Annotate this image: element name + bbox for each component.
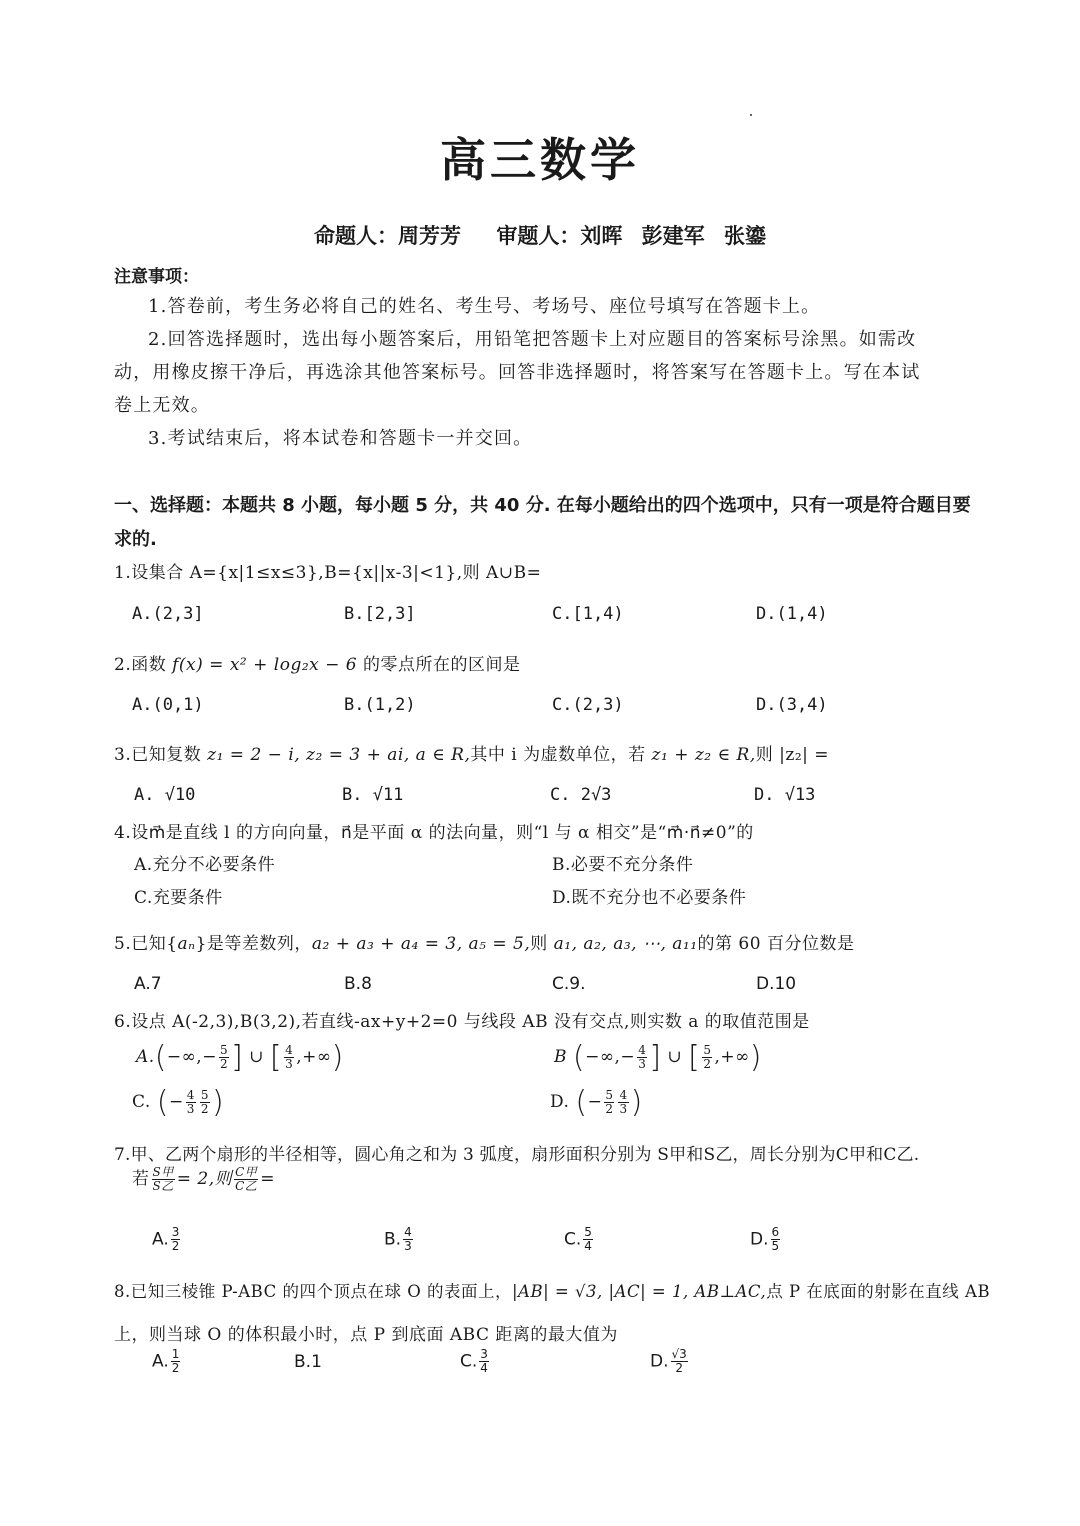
q3-stem-math-1: z₁ = 2 − i, z₂ = 3 + ai, a ∈ R, xyxy=(207,745,471,765)
q6-a-part2: ,+∞ xyxy=(296,1047,332,1067)
q7-a-num: 3 xyxy=(171,1225,180,1239)
notice-item-1: 1.答卷前，考生务必将自己的姓名、考生号、考场号、座位号填写在答题卡上。 xyxy=(148,296,821,317)
q6-a-frac-1 xyxy=(219,1044,229,1071)
q6-a-bracket-open: [ xyxy=(269,1040,283,1075)
q7-ratio-c xyxy=(234,1166,258,1193)
q6-c-frac-2-den: 2 xyxy=(200,1102,209,1116)
q6-c-frac-1 xyxy=(186,1089,196,1116)
question-7-stem-line-2 xyxy=(132,1164,275,1193)
q5-stem-mid-2: 则 xyxy=(530,934,554,954)
q7-option-b xyxy=(384,1226,415,1253)
q2-stem-pre: 2.函数 xyxy=(114,655,173,675)
q6-b-cup: ∪ xyxy=(667,1047,683,1067)
q6-d-paren-open: ( xyxy=(575,1085,588,1120)
q5-stem-pre: 5.已知{ xyxy=(114,934,178,954)
q5-option-a: A.7 xyxy=(134,974,162,994)
q2-stem-post: 的零点所在的区间是 xyxy=(357,655,521,675)
page-title: 高三数学 xyxy=(440,133,640,187)
q2-option-d: D.(3,4) xyxy=(756,695,828,715)
q8-d-den: 2 xyxy=(675,1361,683,1375)
q6-d-frac-2-num: 4 xyxy=(619,1088,628,1102)
q6-b-frac-1-num: 4 xyxy=(638,1043,647,1057)
notice-item-3: 3.考试结束后，将本试卷和答题卡一并交回。 xyxy=(148,428,533,449)
q6-c-frac-2-num: 5 xyxy=(200,1088,209,1102)
scan-dot xyxy=(750,114,752,116)
q8-d-num: √3 xyxy=(671,1347,687,1361)
q1-option-a: A.(2,3] xyxy=(132,604,204,624)
q5-stem-post: 的第 60 百分位数是 xyxy=(697,934,855,954)
q5-stem-math-2: a₂ + a₃ + a₄ = 3, a₅ = 5, xyxy=(311,934,531,954)
section-heading: 一、选择题：本题共 8 小题，每小题 5 分，共 40 分. 在每小题给出的四个选项中，只有一项是符合题目要求的. xyxy=(114,495,971,550)
q7-ratio-s-den: S乙 xyxy=(152,1179,174,1193)
q6-b-frac-2 xyxy=(702,1044,712,1071)
reviewer-3: 张鎏 xyxy=(723,224,766,248)
authors-line xyxy=(0,220,1080,250)
notice-item-2-line-1: 2.回答选择题时，选出每小题答案后，用铅笔把答题卡上对应题目的答案标号涂黑。如需改 xyxy=(148,329,917,350)
q8-a-label: A. xyxy=(152,1351,169,1372)
q7-ratio-s xyxy=(152,1166,175,1193)
question-2-stem xyxy=(114,650,521,675)
q6-d-label: D. xyxy=(550,1092,570,1112)
q7-b-den: 3 xyxy=(404,1239,412,1253)
q3-stem-pre: 3.已知复数 xyxy=(114,745,208,765)
q8-option-a xyxy=(152,1348,182,1375)
q6-b-frac-2-den: 2 xyxy=(703,1057,712,1071)
q8-c-frac xyxy=(479,1348,489,1375)
q6-b-frac-1-den: 3 xyxy=(638,1057,647,1071)
q3-stem-mid: 其中 i 为虚数单位，若 xyxy=(470,745,652,765)
q6-option-d: D. (− $\frac{5}{2}$ $\frac{4}{3}$ ) xyxy=(550,1085,643,1120)
q7-d-frac xyxy=(771,1226,781,1253)
q7-option-c xyxy=(564,1226,595,1253)
q4-option-d: D.既不充分也不必要条件 xyxy=(552,888,747,908)
q5-stem-math-1: aₙ xyxy=(177,934,196,954)
q2-option-a: A.(0,1) xyxy=(132,695,204,715)
q3-option-b: B. √11 xyxy=(342,785,404,805)
q3-stem-math-2: z₁ + z₂ ∈ R, xyxy=(651,745,756,765)
q6-d-frac-1 xyxy=(604,1089,614,1116)
q7-d-num: 6 xyxy=(771,1225,780,1239)
q8-stem-math: |AB| = √3, |AC| = 1, AB⊥AC, xyxy=(512,1282,767,1301)
q8-c-den: 4 xyxy=(480,1361,488,1375)
q7-d-label: D. xyxy=(750,1229,769,1250)
q3-option-a: A. √10 xyxy=(134,785,196,805)
q8-d-frac xyxy=(671,1348,688,1375)
q6-d-paren-close: ) xyxy=(630,1085,643,1120)
q8-a-num: 1 xyxy=(171,1347,180,1361)
notice-item-2-line-3: 卷上无效。 xyxy=(114,395,210,416)
q7-a-den: 2 xyxy=(171,1239,180,1253)
q6-b-frac-1 xyxy=(637,1044,647,1071)
q6-b-bracket-open: [ xyxy=(688,1040,701,1075)
reviewer-2: 彭建军 xyxy=(641,224,705,248)
q6-a-cup: ∪ xyxy=(249,1047,264,1067)
q6-a-frac-1-num: 5 xyxy=(219,1043,229,1057)
q8-c-num: 3 xyxy=(480,1347,488,1361)
q5-stem-mid: }是等差数列， xyxy=(195,934,312,954)
q5-option-d: D.10 xyxy=(756,974,797,994)
q7-option-a xyxy=(152,1226,182,1253)
q8-d-label: D. xyxy=(650,1351,669,1372)
q8-option-b: B.1 xyxy=(294,1352,322,1372)
question-8-stem-line-1 xyxy=(114,1278,990,1302)
q5-option-b: B.8 xyxy=(344,974,372,994)
q6-d-frac-2-den: 3 xyxy=(619,1102,628,1116)
question-8-stem-line-2: 上，则当球 O 的体积最小时，点 P 到底面 ABC 距离的最大值为 xyxy=(114,1325,618,1345)
q6-b-label: B xyxy=(554,1047,567,1067)
q6-option-b xyxy=(554,1040,762,1075)
q6-a-paren-open: ( xyxy=(154,1040,167,1075)
q6-a-frac-2 xyxy=(284,1044,294,1071)
q2-option-b: B.(1,2) xyxy=(344,695,416,715)
q6-d-frac-1-den: 2 xyxy=(605,1102,614,1116)
q6-c-paren-close: ) xyxy=(211,1085,225,1120)
q8-option-d xyxy=(650,1348,690,1375)
q7-d-den: 5 xyxy=(771,1239,780,1253)
q6-b-part1: −∞,− xyxy=(585,1047,636,1067)
q4-option-a: A.充分不必要条件 xyxy=(134,855,276,875)
q2-stem-math: f(x) = x² + log₂x − 6 xyxy=(172,655,358,675)
q6-d-frac-1-num: 5 xyxy=(605,1088,614,1102)
q7-a-frac xyxy=(171,1226,181,1253)
q1-option-c: C.[1,4) xyxy=(552,604,624,624)
q6-b-bracket-close: ] xyxy=(649,1040,662,1075)
q7-c-den: 4 xyxy=(584,1239,592,1253)
q6-c-label: C. xyxy=(132,1092,151,1112)
proposer: 命题人：周芳芳 xyxy=(314,224,462,248)
q6-a-bracket-close: ] xyxy=(231,1040,244,1075)
q7-ratio-c-den: C乙 xyxy=(235,1179,258,1193)
q5-stem-math-3: a₁, a₂, a₃, ⋯, a₁₁ xyxy=(553,934,698,954)
q7-c-num: 5 xyxy=(584,1225,592,1239)
q6-b-part2: ,+∞ xyxy=(714,1047,750,1067)
q8-c-label: C. xyxy=(460,1351,478,1372)
q2-option-c: C.(2,3) xyxy=(552,695,624,715)
question-6-stem: 6.设点 A(-2,3),B(3,2),若直线-ax+y+2=0 与线段 AB 没有交点,则实数 a 的取值范围是 xyxy=(114,1012,810,1032)
q7-c-label: C. xyxy=(564,1229,582,1250)
q7-ratio-c-num: C甲 xyxy=(235,1165,258,1179)
question-4-stem: 4.设m⃗是直线 l 的方向向量，n⃗是平面 α 的法向量，则“l 与 α 相交”是“m⃗·n⃗≠0”的 xyxy=(114,823,754,843)
q6-b-paren-open: ( xyxy=(572,1040,586,1075)
q7-b-frac xyxy=(403,1226,413,1253)
q6-a-frac-2-num: 4 xyxy=(285,1043,294,1057)
q7-stem-mid: = 2,则 xyxy=(176,1169,233,1189)
q3-stem-post: 则 |z₂| = xyxy=(755,745,830,765)
notice-item-2-line-2: 动，用橡皮擦干净后，再选涂其他答案标号。回答非选择题时，将答案写在答题卡上。写在本试 xyxy=(114,362,921,383)
q7-c-frac xyxy=(583,1226,593,1253)
q1-option-b: B.[2,3] xyxy=(344,604,416,624)
q7-b-label: B. xyxy=(384,1229,402,1250)
q6-a-frac-2-den: 3 xyxy=(285,1057,294,1071)
reviewer: 审题人：刘晖 xyxy=(496,224,623,248)
q8-a-den: 2 xyxy=(171,1361,180,1375)
question-5-stem xyxy=(114,929,854,954)
q7-a-label: A. xyxy=(152,1229,169,1250)
q6-a-label: A. xyxy=(136,1047,155,1067)
notice-heading: 注意事项： xyxy=(114,267,199,287)
q6-c-frac-1-num: 4 xyxy=(186,1088,195,1102)
q8-a-frac xyxy=(171,1348,181,1375)
q7-option-d xyxy=(750,1226,782,1253)
q8-stem-post: 点 P 在底面的射影在直线 AB xyxy=(766,1282,991,1301)
q6-a-paren-close: ) xyxy=(331,1040,344,1075)
q3-option-c: C. 2√3 xyxy=(550,785,612,805)
q6-a-frac-1-den: 2 xyxy=(219,1057,229,1071)
q7-ratio-s-num: S甲 xyxy=(152,1165,174,1179)
q6-c-frac-1-den: 3 xyxy=(186,1102,195,1116)
q7-stem-post: = xyxy=(260,1169,276,1189)
q3-option-d: D. √13 xyxy=(754,785,816,805)
q4-option-c: C.充要条件 xyxy=(134,888,223,908)
q8-stem-pre: 8.已知三棱锥 P-ABC 的四个顶点在球 O 的表面上， xyxy=(114,1282,512,1301)
q6-option-c: C. (− $\frac{4}{3}$ $\frac{5}{2}$ ) xyxy=(132,1085,225,1120)
q6-option-a xyxy=(136,1040,344,1075)
q6-b-frac-2-num: 5 xyxy=(703,1043,712,1057)
q7-stem-pre: 若 xyxy=(132,1169,150,1189)
q7-b-num: 4 xyxy=(404,1225,412,1239)
q6-c-frac-2 xyxy=(200,1089,210,1116)
q5-option-c: C.9. xyxy=(552,974,586,994)
q1-option-d: D.(1,4) xyxy=(756,604,828,624)
q6-c-paren-open: ( xyxy=(156,1085,169,1120)
q6-a-part1: −∞,− xyxy=(166,1047,217,1067)
q4-option-b: B.必要不充分条件 xyxy=(552,855,694,875)
q8-option-c xyxy=(460,1348,491,1375)
question-1-stem: 1.设集合 A={x|1≤x≤3},B={x||x-3|<1},则 A∪B= xyxy=(114,563,542,583)
question-7-stem-line-1: 7.甲、乙两个扇形的半径相等，圆心角之和为 3 弧度，扇形面积分别为 S甲和S乙，周长分别为C甲和C乙. xyxy=(114,1145,920,1165)
q6-b-paren-close: ) xyxy=(749,1040,762,1075)
question-3-stem xyxy=(114,740,829,765)
q6-d-frac-2 xyxy=(618,1089,628,1116)
